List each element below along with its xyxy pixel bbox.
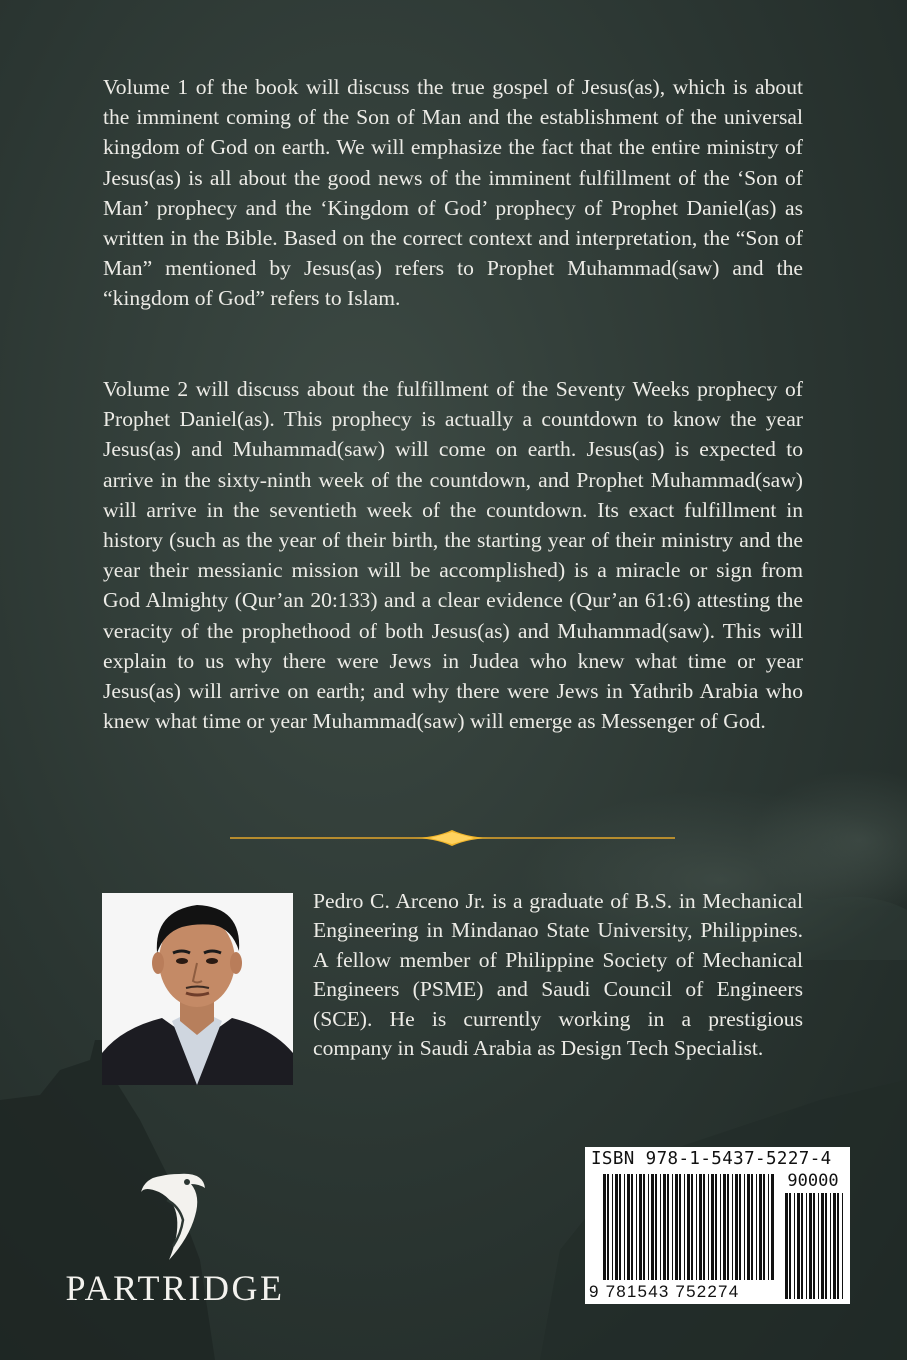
volume-2-paragraph: Volume 2 will discuss about the fulfillment of the Seventy Weeks prophecy of Prophet Daniel(as). This prophecy is actually a countdown to know the year Jesus(as) and Muhammad(saw) will come on earth. Jesus(as) is expected to arrive in the sixty-ninth week of the countdown, and Prophet Muhammad(saw) will arrive in the seventieth week of the countdown. Its exact fulfillment in history (such as the year of their birth, the starting year of their ministry and the year their messianic mission will be accomplished) is a miracle or sign from God Almighty (Qur’an 20:133) and a clear evidence (Qur’an 61:6) attesting the veracity of the prophethood of both Jesus(as) and Muhammad(saw). This will explain to us why there were Jews in Judea who knew what time or year Jesus(as) will arrive on earth; and why there were Jews in Yathrib Arabia who knew what time or year Muhammad(saw) will emerge as Messenger of God. xyxy=(103,377,803,734)
partridge-bird-logo-icon xyxy=(139,1170,209,1262)
ornament-divider xyxy=(230,826,675,850)
isbn-label: ISBN 978-1-5437-5227-4 xyxy=(591,1149,832,1169)
isbn-digits: 9 781543 752274 xyxy=(589,1282,740,1301)
isbn-barcode xyxy=(585,1147,850,1304)
author-photo xyxy=(102,893,293,1085)
publisher-name: PARTRIDGE xyxy=(65,1268,285,1308)
author-bio: Pedro C. Arceno Jr. is a graduate of B.S. in Mechanical Engineering in Mindanao State University, Philippines. A fellow member of Philippine Society of Mechanical Engineers (PSME) and Saudi Council of Engineers (SCE). He is currently working in a prestigious company in Saudi Arabia as Design Tech Specialist. xyxy=(313,889,803,1061)
barcode-bars xyxy=(585,1147,850,1304)
volume-1-paragraph: Volume 1 of the book will discuss the true gospel of Jesus(as), which is about the imminent coming of the Son of Man and the establishment of the universal kingdom of God on earth. We will emphasize the fact that the entire ministry of Jesus(as) is all about the good news of the imminent fulfillment of the ‘Son of Man’ prophecy and the ‘Kingdom of God’ prophecy of Prophet Daniel(as) as written in the Bible. Based on the correct context and interpretation, the “Son of Man” mentioned by Jesus(as) refers to Prophet Muhammad(saw) and the “kingdom of God” refers to Islam. xyxy=(103,75,803,311)
price-addon-number: 90000 xyxy=(787,1171,839,1191)
